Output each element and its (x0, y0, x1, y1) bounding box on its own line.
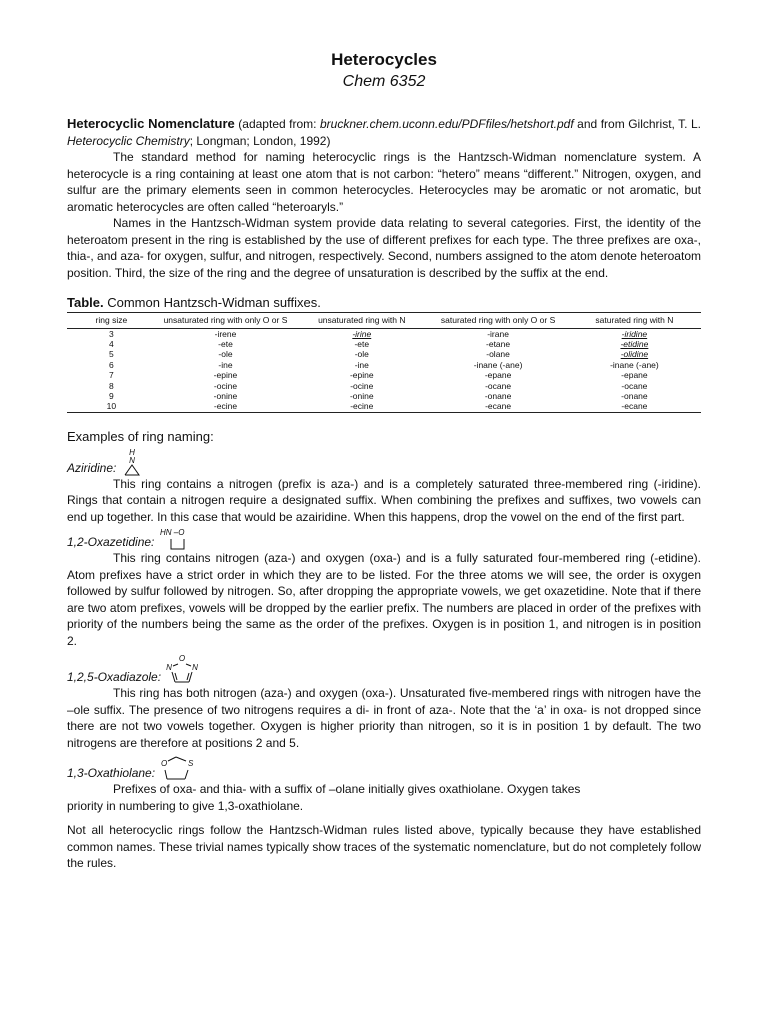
and-from-text: and from Gilchrist, T. L. (573, 117, 701, 131)
oxathiolane-s-label: S (188, 759, 194, 769)
example-oxathiolane-line: 1,3-Oxathiolane: O S (67, 753, 701, 781)
table-header-cell: unsaturated ring with only O or S (156, 313, 295, 329)
oxathiolane-text-1: Prefixes of oxa- and thia- with a suffix of –olane initially gives oxathiolane. Oxygen takes (113, 782, 581, 797)
oxadiazole-structure-icon (164, 653, 204, 687)
table-row (67, 349, 701, 359)
source-link[interactable]: bruckner.chem.uconn.edu/PDFfiles/hetshort.pdf (320, 117, 574, 131)
table-row (67, 328, 701, 339)
table-cell: -ine (218, 359, 233, 370)
oxadiazole-n2-label: N (192, 663, 199, 673)
table-cell: -etane (486, 338, 511, 349)
table-row (67, 391, 701, 401)
table-cell: -ocane (621, 380, 648, 391)
oxathiolane-text-2: priority in numbering to give 1,3-oxathiolane. (67, 798, 304, 813)
table-cell: 9 (109, 390, 114, 401)
intro-citation (67, 116, 701, 149)
table-cell: 3 (109, 328, 114, 339)
section-heading: Heterocyclic Nomenclature (67, 116, 235, 131)
oxathiolane-o-label: O (161, 759, 168, 769)
oxathiolane-structure-icon (158, 755, 202, 783)
table-cell: -epane (484, 370, 512, 381)
table-cell: -onane (484, 390, 512, 401)
table-cell: -ecane (428, 401, 567, 412)
example-oxadiazole-line: 1,2,5-Oxadiazole: O N N (67, 651, 701, 685)
table-cell: 5 (109, 349, 114, 360)
aziridine-h-label: H (128, 447, 135, 457)
oxathiolane-name: 1,3-Oxathiolane (67, 766, 152, 781)
table-cell: -ete (354, 338, 370, 349)
oxazetidine-structure-icon (158, 528, 198, 552)
table-cell: -inane (-ane) (610, 359, 659, 370)
table-cell: -olidine (620, 349, 649, 360)
table-cell: 10 (67, 401, 156, 412)
table-cell: -ole (218, 349, 233, 360)
table-cell: -ete (218, 338, 233, 349)
oxadiazole-name: 1,2,5-Oxadiazole (67, 670, 158, 685)
aziridine-text: This ring contains a nitrogen (prefix is aza-) and is a completely saturated three-membered ring (-iridine). Rings that contain a nitrogen require a designated suffix. When combining the prefixes and suffixes, two vowels can end up together. In this case that would be azairidine. When this happens, drop the vowel on the end of the first part. (67, 476, 701, 524)
table-row (67, 381, 701, 391)
table-cell: -ocane (485, 380, 512, 391)
table-cell: 8 (109, 380, 114, 391)
table-header-cell: saturated ring with N (568, 313, 701, 329)
table-cell: -epine (349, 370, 374, 381)
table-cell: -irane (487, 328, 509, 339)
examples-heading: Examples of ring naming: (67, 428, 214, 444)
table-cell: -epine (213, 370, 238, 381)
table-cell: -iridine (621, 328, 648, 339)
table-row (67, 339, 701, 349)
aziridine-n-label: N (128, 455, 135, 465)
table-cell: -ecine (295, 401, 428, 412)
closing-paragraph: Not all heterocyclic rings follow the Hantzsch-Widman rules listed above, typically because they have established common names. These trivial names typically show traces of the systematic nomenclature, but do not completely follow the rules. (67, 823, 701, 871)
adapted-text: (adapted from: (234, 117, 320, 131)
table-cell: -inane (-ane) (473, 359, 523, 370)
oxadiazole-o-label: O (179, 654, 186, 664)
table-cell: -ole (354, 349, 369, 360)
table-caption (67, 295, 701, 311)
oxadiazole-n1-label: N (166, 663, 173, 673)
aziridine-name: Aziridine (67, 460, 114, 475)
paragraph-1: The standard method for naming heterocyclic rings is the Hantzsch-Widman nomenclature system. A heterocycle is a ring containing at least one atom that is not carbon: “hetero” means “different.” Nitrogen, oxygen, and sulfur are the primary elements seen in common heterocycles. Heterocycles may be aromatic or not aromatic, but aromatic heterocycles are often called “heteroaryls.” (67, 150, 701, 214)
table-row (67, 401, 701, 412)
example-aziridine-line: Aziridine: H N (67, 446, 701, 476)
table-header-cell: saturated ring with only O or S (428, 313, 567, 329)
book-title: Heterocyclic Chemistry (67, 133, 190, 148)
table-header-cell: unsaturated ring with N (295, 313, 428, 329)
table-cell: -ocine (213, 380, 238, 391)
document-title: Heterocycles (331, 50, 437, 69)
table-cell: -etidine (620, 338, 649, 349)
book-tail-text: ; Longman; London, 1992) (189, 133, 331, 148)
table-caption-text: Common Hantzsch-Widman suffixes. (103, 295, 321, 310)
oxazetidine-text: This ring contains nitrogen (aza-) and oxygen (oxa-) and is a fully saturated four-membered ring (-etidine). Atom prefixes have a strict order in which they are to be listed. For the three atoms we will see, the order is oxygen followed by sulfur followed by nitrogen. So, after dropping the appropriate vowels, we get oxazetidine. Note that if there are two atom prefixes, vowels will be dropped by the earlier prefix. The numbers are placed in order of the prefixes with priority of the numbers being the same as the order of the prefixes. Oxygen is in position 1, and nitrogen is in position 2. (67, 551, 701, 648)
table-cell: -onane (621, 390, 648, 401)
table-row (67, 360, 701, 370)
table-cell: 7 (109, 370, 114, 381)
oxazetidine-label: HN –O (159, 528, 185, 538)
table-caption-bold: Table. (67, 295, 104, 310)
oxazetidine-name: 1,2-Oxazetidine (67, 535, 152, 550)
table-cell: -onine (349, 390, 374, 401)
suffix-table (67, 312, 701, 413)
table-cell: -irine (352, 328, 372, 339)
table-header-cell: ring size (67, 313, 156, 329)
table-cell: -ocine (350, 380, 374, 391)
example-oxazetidine-line: 1,2-Oxazetidine: HN –O (67, 526, 701, 550)
document-subtitle: Chem 6352 (342, 73, 426, 90)
aziridine-structure-icon (120, 448, 144, 478)
table-cell: -olane (486, 349, 510, 360)
table-cell: 6 (109, 359, 114, 370)
table-cell: 4 (109, 338, 114, 349)
table-row (67, 370, 701, 380)
table-cell: -irene (214, 328, 237, 339)
paragraph-2: Names in the Hantzsch-Widman system provide data relating to several categories. First, the identity of the heteroatom present in the ring is established by the use of different prefixes for each type. The three prefixes are oxa-, thia-, and aza- for oxygen, sulfur, and nitrogen, respectively. Second, numbers assigned to the atom denote heteroatom position. Third, the size of the ring and the degree of unsaturation is described by the suffix at the end. (67, 216, 701, 280)
table-header-row (67, 313, 701, 329)
table-cell: -ine (354, 359, 369, 370)
table-cell: -ecine (156, 401, 295, 412)
oxadiazole-text: This ring has both nitrogen (aza-) and oxygen (oxa-). Unsaturated five-membered rings with nitrogen have the –ole suffix. The presence of two nitrogens requires a di- in front of aza-. Note that the ‘a’ in oxa- is not dropped since there are not two vowels together. Oxygen is higher priority than nitrogen, so it is in position 1 by default. The two nitrogens are therefore at positions 2 and 5. (67, 686, 701, 750)
table-cell: -ecane (568, 401, 701, 412)
table-cell: -onine (213, 390, 238, 401)
table-cell: -epane (621, 370, 648, 381)
document-page (67, 50, 701, 872)
